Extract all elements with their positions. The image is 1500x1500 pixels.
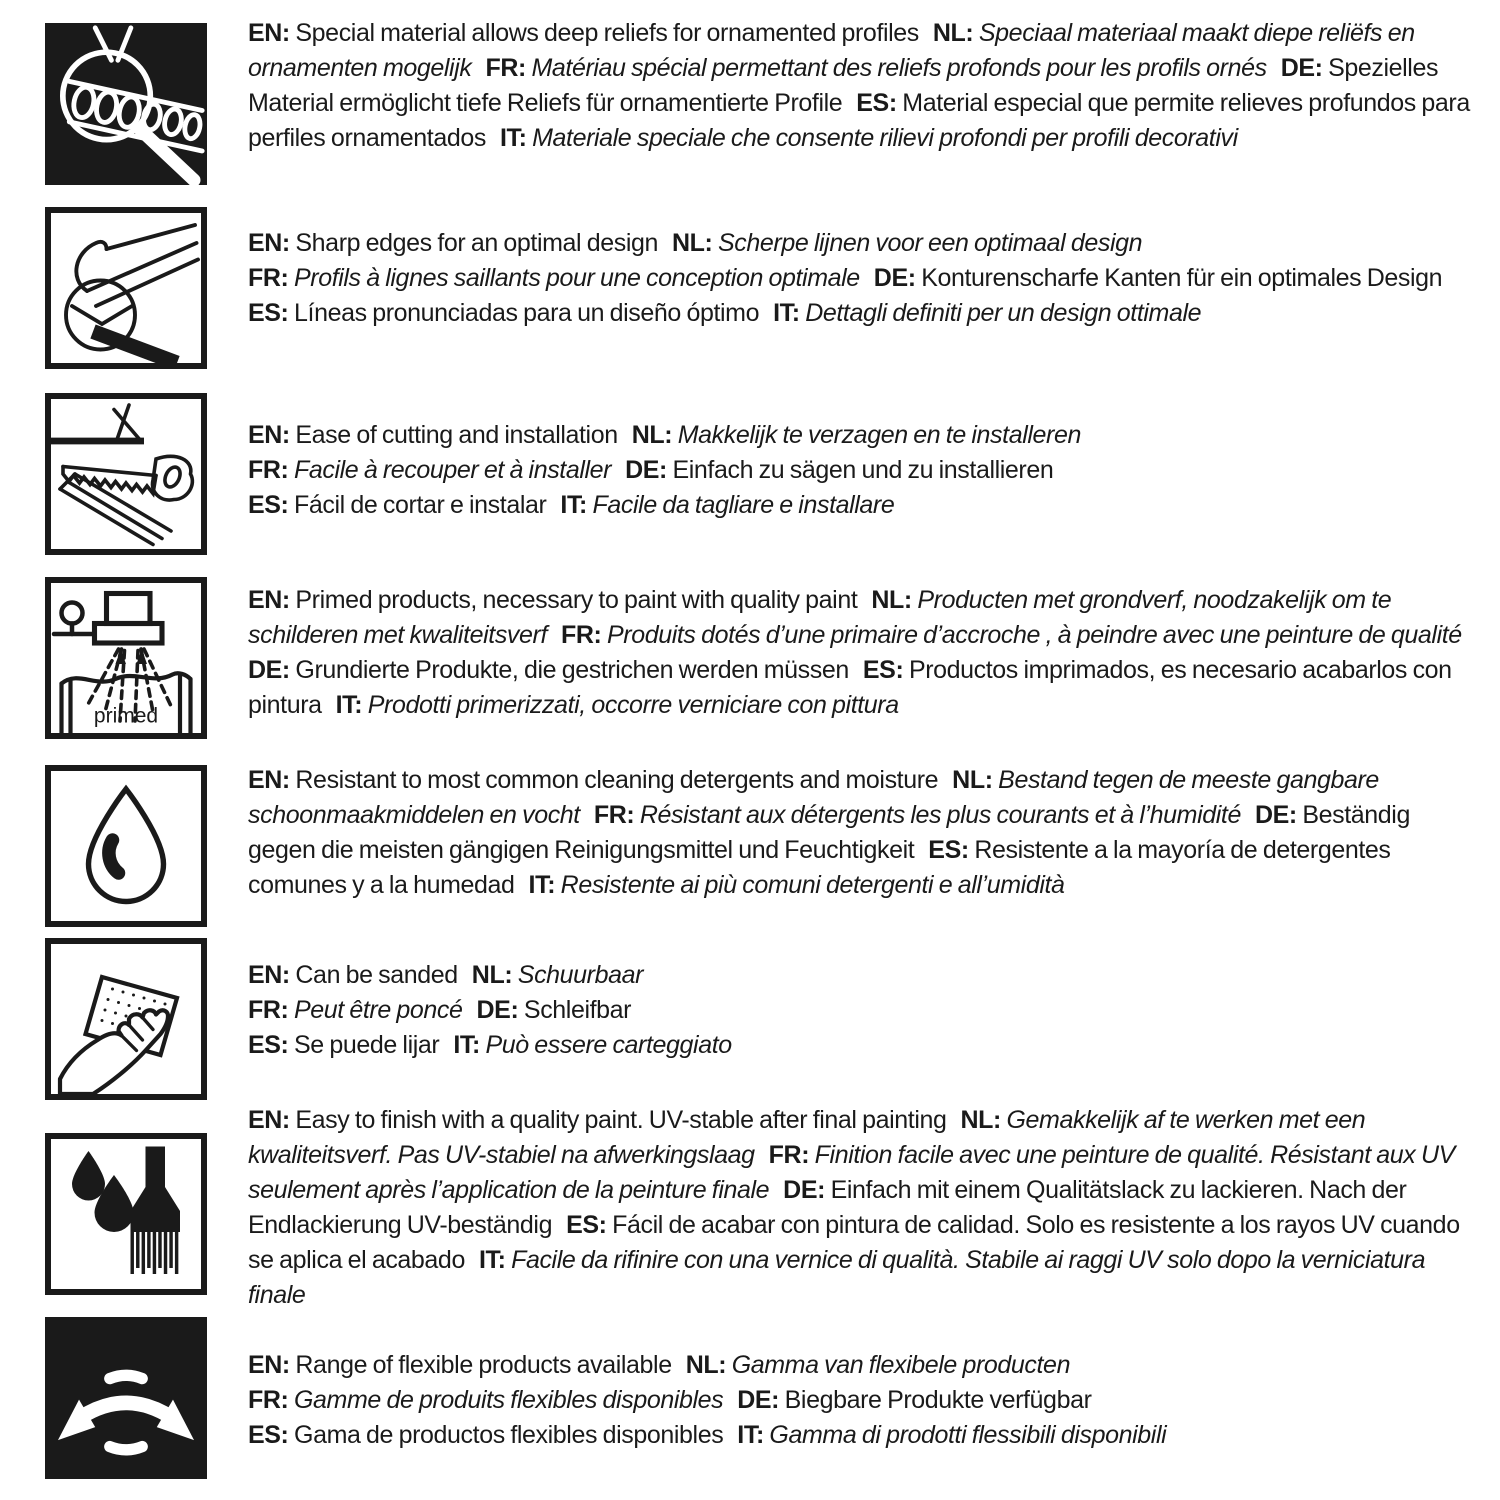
feature-text-sandable: EN: Can be sanded NL: Schuurbaar FR: Peut être poncé DE: Schleifbar ES: Se puede lijar IT: Può essere carteggiato bbox=[248, 961, 732, 1059]
feature-text-paintable: EN: Easy to finish with a quality paint. UV-stable after final painting NL: Gemakkelijk af te werken met een kwaliteitsverf. Pas UV-stabiel na afwerkingslaag FR: Finition facile avec une peinture de qualité. Résistant aux UV seulement après l’application de la peinture finale DE: Einfach mit einem Qualitätslack zu lackieren. Nach der Endlackierung UV-beständig ES: Fácil de acabar con pintura de calidad. Solo es resistente a los rayos UV cuando se aplica el acabado IT: Facile da rifinire con una vernice di qualità. Stabile ai raggi UV solo dopo la verniciatura finale bbox=[248, 1106, 1460, 1309]
feature-text-easy-cutting: EN: Ease of cutting and installation NL: Makkelijk te verzagen en te installeren FR: Facile à recouper et à installer DE: Einfach zu sägen und zu installieren ES: Fácil de cortar e instalar IT: Facile da tagliare e installare bbox=[248, 421, 1081, 519]
easy-cutting-icon bbox=[45, 393, 207, 555]
paintable-icon bbox=[45, 1133, 207, 1295]
feature-text-primed: EN: Primed products, necessary to paint with quality paint NL: Producten met grondverf, noodzakelijk om te schilderen met kwaliteitsverf FR: Produits dotés d’une primaire d’accroche , à peindre avec une peinture de qualitéDE: Grundierte Produkte, die gestrichen werden müssen ES: Productos imprimados, es necesario acabarlos con pintura IT: Prodotti primerizzati, occorre verniciare con pittura bbox=[248, 586, 1462, 719]
deep-relief-icon bbox=[45, 23, 207, 185]
feature-text-sharp-edges: EN: Sharp edges for an optimal design NL: Scherpe lijnen voor een optimaal design FR: Profils à lignes saillants pour une conception optimale DE: Konturenscharfe Kanten für ein optimales DesignES: Líneas pronunciadas para un diseño óptimo IT: Dettagli definiti per un design ottimale bbox=[248, 229, 1443, 327]
flexible-icon bbox=[45, 1317, 207, 1479]
moisture-resistant-icon bbox=[45, 765, 207, 927]
feature-text-flexible: EN: Range of flexible products available NL: Gamma van flexibele producten FR: Gamme de produits flexibles disponibles DE: Biegbare Produkte verfügbar ES: Gama de productos flexibles disponibles IT: Gamma di prodotti flessibili disponibili bbox=[248, 1351, 1167, 1449]
sandable-icon bbox=[45, 938, 207, 1100]
sharp-edges-icon bbox=[45, 207, 207, 369]
feature-text-deep-relief: EN: Special material allows deep reliefs for ornamented profiles NL: Speciaal materiaal maakt diepe reliëfs en ornamenten mogelijk FR: Matériau spécial permettant des reliefs profonds pour les profils ornés DE: Spezielles Material ermöglicht tiefe Reliefs für ornamentierte Profile ES: Material especial que permite relieves profundos para perfiles ornamentados IT: Materiale speciale che consente rilievi profondi per profili decorativi bbox=[248, 19, 1470, 152]
primed-icon bbox=[45, 577, 207, 739]
primed-label: primed bbox=[93, 704, 159, 728]
feature-text-moisture-resistant: EN: Resistant to most common cleaning detergents and moisture NL: Bestand tegen de meeste gangbare schoonmaakmiddelen en vocht FR: Résistant aux détergents les plus courants et à l’humidité DE: Beständig gegen die meisten gängigen Reinigungsmittel und Feuchtigkeit ES: Resistente a la mayoría de detergentes comunes y a la humedad IT: Resistente ai più comuni detergenti e all’umidità bbox=[248, 766, 1410, 899]
